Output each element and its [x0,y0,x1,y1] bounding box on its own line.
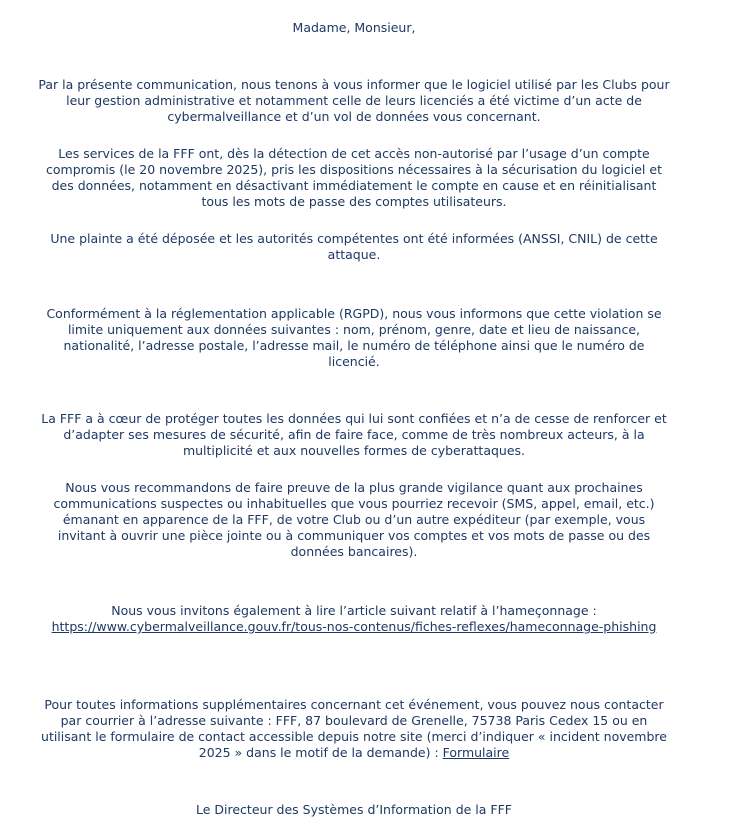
paragraph-vigilance: Nous vous recommandons de faire preuve de la plus grande vigilance quant aux prochaines communications suspectes ou inhabituelles que vous pourriez recevoir (SMS, appel, email, etc.) émanant en apparence de la FFF, de votre Club ou d’un autre expéditeur (par exemple, vous invitant à ouvrir une pièce jointe ou à communiquer vos comptes et vos mots de passe ou des données bancaires). [53,480,655,559]
paragraph-measures: Les services de la FFF ont, dès la détection de cet accès non-autorisé par l’usage d’un compte compromis (le 20 novembre 2025), pris les dispositions nécessaires à la sécurisation du logiciel et des données, notamment en désactivant immédiatement le compte en cause et en réinitialisant tous les mots de passe des comptes utilisateurs. [46,146,662,209]
paragraph-complaint: Une plainte a été déposée et les autorités compétentes ont été informées (ANSSI, CNIL) de cette attaque. [50,231,658,262]
phishing-text: Nous vous invitons également à lire l’article suivant relatif à l’hameçonnage : [111,603,597,618]
paragraph-intro: Par la présente communication, nous tenons à vous informer que le logiciel utilisé par les Clubs pour leur gestion administrative et notamment celle de leurs licenciés a été victime d’un acte de cybermalveillance et d’un vol de données vous concernant. [38,77,670,124]
paragraph-contact [38,697,670,761]
paragraph-rgpd: Conformément à la réglementation applicable (RGPD), nous vous informons que cette violation se limite uniquement aux données suivantes : nom, prénom, genre, date et lieu de naissance, nationalité, l’adresse postale, l’adresse mail, le numéro de téléphone ainsi que le numéro de licencié. [46,306,662,369]
contact-text: Pour toutes informations supplémentaires concernant cet événement, vous pouvez nous contacter par courrier à l’adresse suivante : FFF, 87 boulevard de Grenelle, 75738 Paris Cedex 15 ou en utilisant le formulaire de contact accessible depuis notre site (merci d’indiquer « incident novembre 2025 » dans le motif de la demande) : [41,697,667,760]
phishing-article-link[interactable]: https://www.cybermalveillance.gouv.fr/tous-nos-contenus/fiches-reflexes/hameconnage-phishing [51,619,657,634]
letter-body [38,0,670,818]
paragraph-commitment: La FFF a à cœur de protéger toutes les données qui lui sont confiées et n’a de cesse de renforcer et d’adapter ses mesures de sécurité, afin de faire face, comme de très nombreux acteurs, à la multiplicité et aux nouvelles formes de cyberattaques. [41,411,667,458]
paragraph-phishing [38,603,670,635]
salutation: Madame, Monsieur, [292,20,416,35]
contact-form-link[interactable]: Formulaire [442,745,510,760]
signature: Le Directeur des Systèmes d’Information de la FFF [196,802,512,817]
